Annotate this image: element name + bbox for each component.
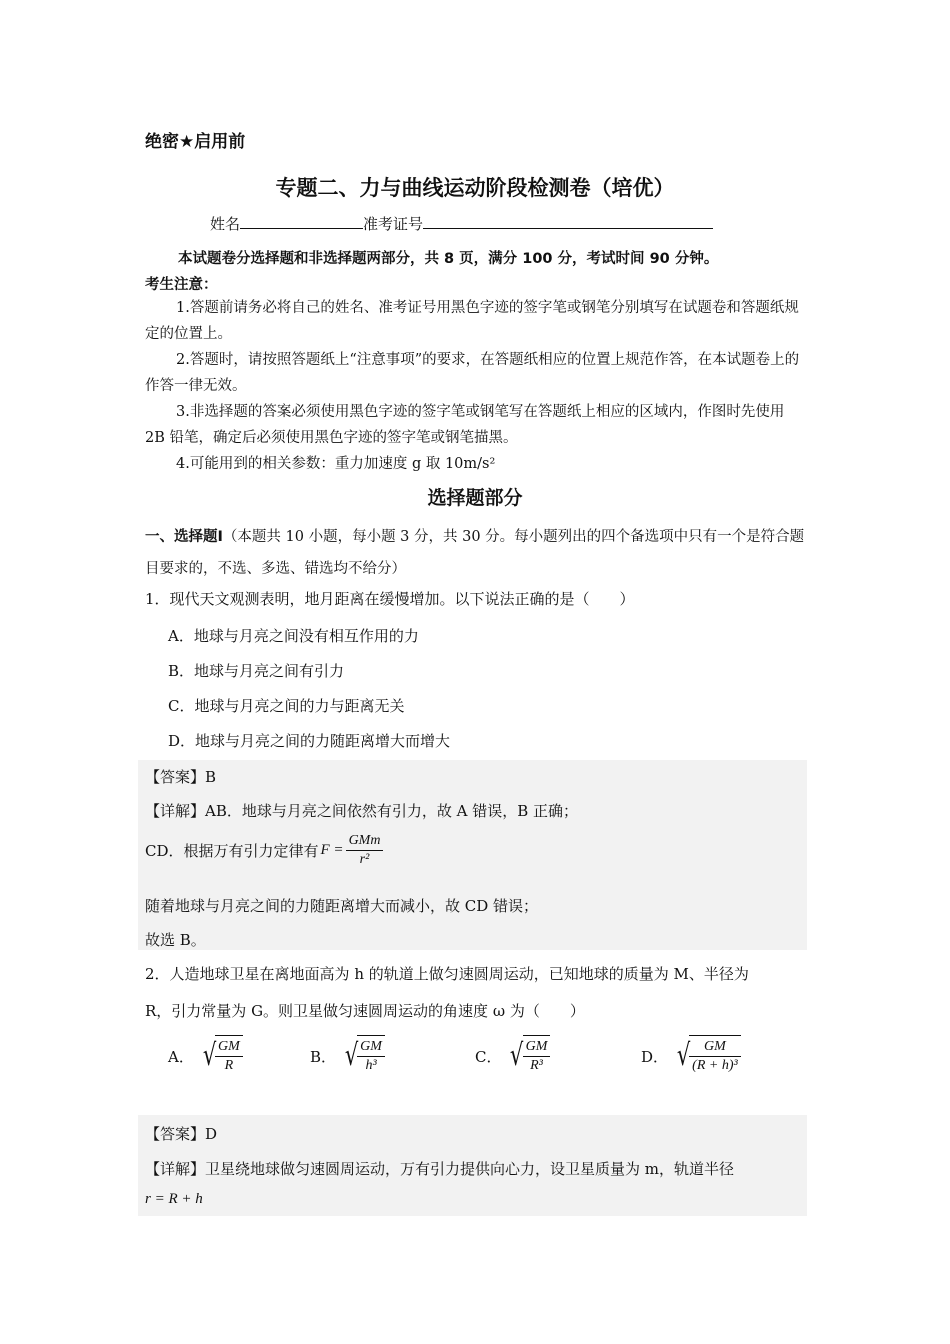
part1-intro <box>145 521 807 585</box>
exam-id-blank[interactable] <box>423 214 713 229</box>
numerator: GM <box>689 1038 741 1057</box>
sqrt-expression: √ $\frac{GM}{R}$ <box>200 1035 243 1077</box>
q1-option-a: A．地球与月亮之间没有相互作用的力 <box>168 627 419 645</box>
notice-item: 4.可能用到的相关参数：重力加速度 g 取 10m/s² <box>176 456 496 472</box>
formula-lhs: F = <box>320 842 344 858</box>
q1-option-b: B．地球与月亮之间有引力 <box>168 662 345 680</box>
gravity-formula-fraction <box>346 832 384 869</box>
sqrt-expression: √ $\frac{GM}{\text{h³}}$ <box>342 1035 385 1077</box>
denominator: R³ <box>530 1058 543 1073</box>
q2-answer: 【答案】D <box>145 1125 218 1143</box>
q2-detail-1: 【详解】卫星绕地球做匀速圆周运动，万有引力提供向心力，设卫星质量为 m，轨道半径 <box>145 1160 734 1178</box>
q1-option-c: C．地球与月亮之间的力与距离无关 <box>168 697 405 715</box>
q2-stem-1: 2．人造地球卫星在离地面高为 h 的轨道上做匀速圆周运动，已知地球的质量为 M、半径为 <box>145 965 749 983</box>
name-exam-id-line <box>210 213 713 234</box>
section-title: 选择题部分 <box>427 487 523 509</box>
notice-item: 2.答题时，请按照答题纸上“注意事项”的要求，在答题纸相应的位置上规范作答，在本试题卷上的作答一律无效。 <box>145 352 800 394</box>
q2-option-a <box>168 1035 243 1077</box>
name-blank[interactable] <box>240 214 363 229</box>
numerator: GM <box>357 1038 385 1057</box>
sqrt-expression: √ $\frac{GM}{\text{(R + h)³}}$ <box>674 1035 741 1077</box>
exam-id-label: 准考证号 <box>363 215 424 233</box>
part1-desc: （本题共 10 小题，每小题 3 分，共 30 分。每小题列出的四个备选项中只有一个是符合题目要求的，不选、多选、错选均不给分） <box>145 529 805 577</box>
q1-detail-4: 故选 B。 <box>145 931 206 949</box>
intro-text: 本试题卷分选择题和非选择题两部分，共 8 页，满分 100 分，考试时间 90 分钟。 <box>178 251 719 267</box>
q2-stem-2: R，引力常量为 G。则卫星做匀速圆周运动的角速度 ω 为（ ） <box>145 1002 585 1020</box>
q1-answer-box <box>138 760 807 950</box>
option-label: A． <box>168 1047 194 1066</box>
page-title: 专题二、力与曲线运动阶段检测卷（培优） <box>275 176 675 200</box>
q1-detail-2 <box>145 832 383 869</box>
notice-item: 3.非选择题的答案必须使用黑色字迹的签字笔或钢笔写在答题纸上相应的区域内，作图时先使用 2B 铅笔，确定后必须使用黑色字迹的签字笔或钢笔描黑。 <box>145 404 785 446</box>
option-label: B． <box>310 1047 337 1066</box>
option-label: C． <box>475 1047 502 1066</box>
formula-numerator: GMm <box>346 832 384 851</box>
numerator: GM <box>523 1038 551 1057</box>
numerator: GM <box>215 1038 243 1057</box>
q2-answer-box <box>138 1115 807 1216</box>
q1-answer: 【答案】B <box>145 768 217 786</box>
confidential-label: 绝密★启用前 <box>145 132 246 152</box>
q1-option-d: D．地球与月亮之间的力随距离增大而增大 <box>168 732 451 750</box>
formula-denominator: r² <box>359 852 370 867</box>
denominator: h³ <box>365 1058 377 1073</box>
q2-option-b <box>310 1035 385 1077</box>
q1-detail-1: 【详解】AB．地球与月亮之间依然有引力，故 A 错误，B 正确； <box>145 802 579 820</box>
notice-list <box>145 295 807 477</box>
q1-detail-2-text: CD．根据万有引力定律有 <box>145 842 319 860</box>
sqrt-expression: √ $\frac{GM}{\text{R³}}$ <box>507 1035 550 1077</box>
q2-option-c <box>475 1035 550 1077</box>
q2-detail-2: r = R + h <box>145 1191 203 1207</box>
notice-item: 1.答题前请务必将自己的姓名、准考证号用黑色字迹的签字笔或钢笔分别填写在试题卷和答题纸规定的位置上。 <box>145 300 799 342</box>
q1-stem: 1．现代天文观测表明，地月距离在缓慢增加。以下说法正确的是（ ） <box>145 590 635 608</box>
denominator: (R + h)³ <box>692 1058 738 1073</box>
denominator: R <box>224 1058 234 1073</box>
option-label: D． <box>641 1047 669 1066</box>
notice-heading: 考生注意： <box>145 277 218 293</box>
q1-detail-3: 随着地球与月亮之间的力随距离增大而减小，故 CD 错误； <box>145 897 539 915</box>
name-label: 姓名 <box>210 215 241 233</box>
q2-option-d <box>641 1035 741 1077</box>
part1-heading: 一、选择题Ⅰ <box>145 529 223 545</box>
